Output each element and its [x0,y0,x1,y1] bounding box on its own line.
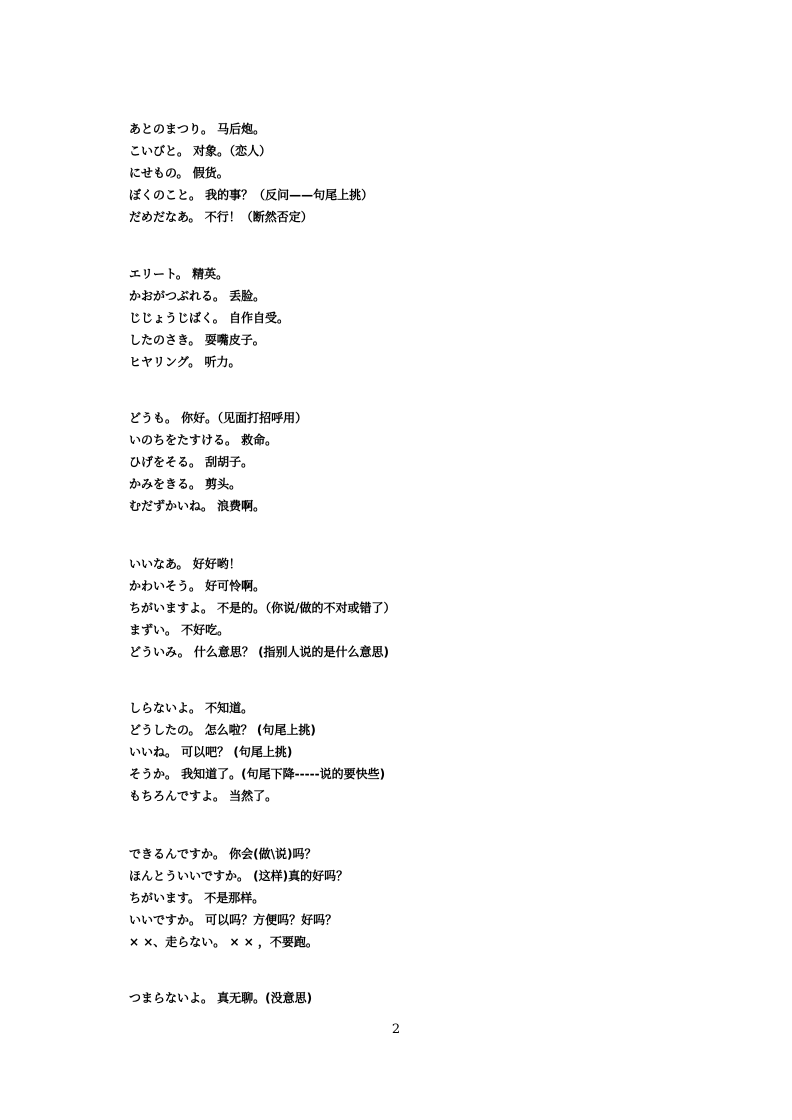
phrase-line: ヒヤリング。 听力。 [129,355,241,369]
phrase-line: にせもの。 假货。 [129,166,229,180]
phrase-line: かおがつぶれる。 丢脸。 [129,289,266,303]
phrase-line: いのちをたすける。 救命。 [129,433,278,447]
phrase-line: できるんですか。 你会(做\说)吗？ [129,847,317,861]
phrase-line: つまらないよ。 真无聊。(没意思) [129,991,313,1005]
phrase-line: まずい。 不好吃。 [129,623,230,637]
phrase-group-5 [129,697,385,807]
page-number: 2 [391,1022,401,1037]
phrase-line: いいね。 可以吧？ (句尾上挑) [129,745,293,759]
phrase-line: あとのまつり。 马后炮。 [129,122,266,136]
phrase-line: むだずかいね。 浪费啊。 [129,499,266,513]
phrase-line: そうか。 我知道了。(句尾下降-----说的要快些) [129,767,386,781]
phrase-group-7 [129,987,312,1009]
phrase-line: ほんとういいですか。 (这样)真的好吗？ [129,869,349,883]
phrase-line: ちがいます。 不是那样。 [129,891,265,905]
phrase-line: ちがいますよ。 不是的。（你说/做的不对或错了） [129,601,396,615]
phrase-line: どうしたの。 怎么啦？ (句尾上挑) [129,723,316,737]
phrase-line: いいですか。 可以吗？方便吗？好吗？ [129,913,338,927]
phrase-group-3 [129,407,307,517]
phrase-group-6 [129,843,348,953]
phrase-line: したのさき。 耍嘴皮子。 [129,333,265,347]
phrase-line: × ×、走らない。 × × ，不要跑。 [129,935,318,949]
phrase-line: かわいそう。 好可怜啊。 [129,579,266,593]
phrase-line: ひげをそる。 刮胡子。 [129,455,254,469]
phrase-group-2 [129,263,289,373]
phrase-group-1 [129,118,373,228]
phrase-line: もちろんですよ。 当然了。 [129,789,278,803]
phrase-line: ぼくのこと。 我的事？（反问——句尾上挑） [129,188,374,202]
phrase-group-4 [129,553,396,663]
phrase-line: どういみ。 什么意思？ (指别人说的是什么意思) [129,645,390,659]
phrase-line: こいびと。 对象。（恋人） [129,144,272,158]
phrase-line: いいなあ。 好好哟！ [129,557,241,571]
phrase-line: どうも。 你好。（见面打招呼用） [129,411,308,425]
phrase-line: じじょうじばく。 自作自受。 [129,311,289,325]
phrase-line: しらないよ。 不知道。 [129,701,254,715]
phrase-line: だめだなあ。 不行！（断然否定） [129,210,313,224]
phrase-line: かみをきる。 剪头。 [129,477,242,491]
phrase-line: エリート。 精英。 [129,267,229,281]
